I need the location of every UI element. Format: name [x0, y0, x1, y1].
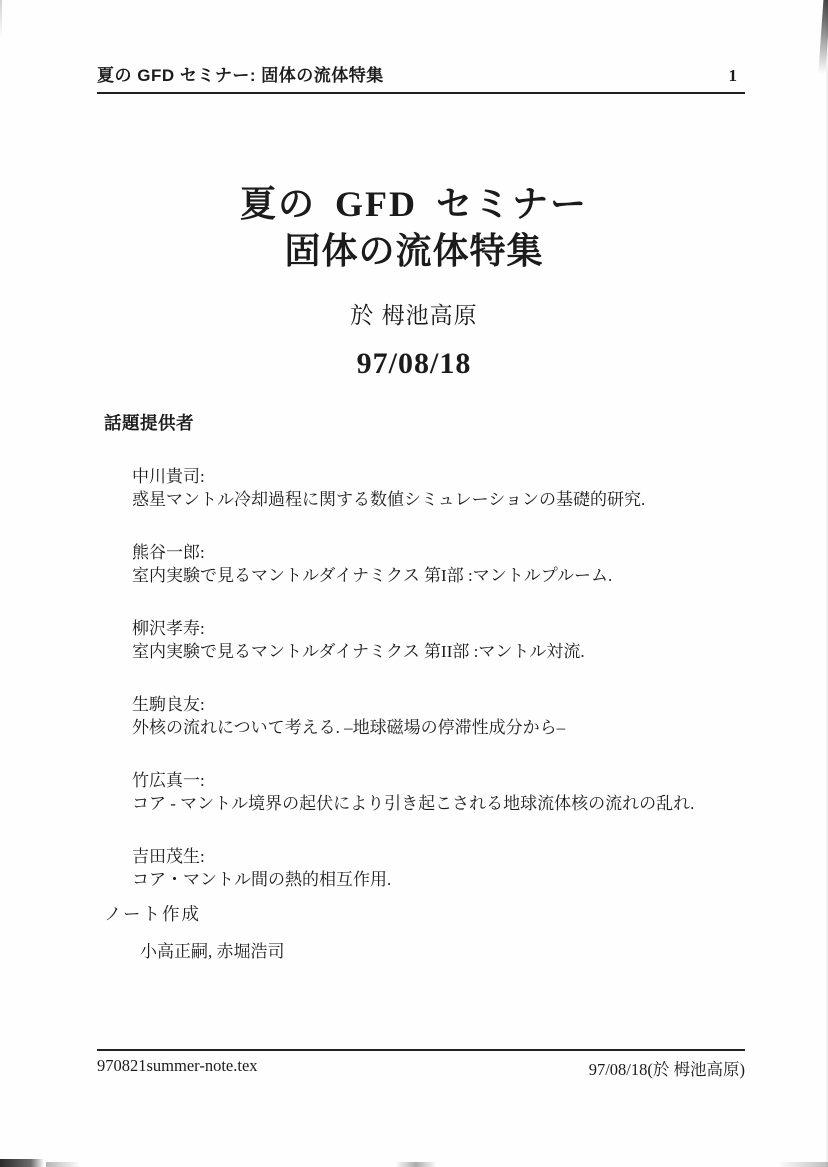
speaker-topic: コア - マントル境界の起伏により引き起こされる地球流体核の流れの乱れ.	[132, 794, 695, 813]
scan-artifact-bottom-center	[395, 1162, 437, 1167]
speakers-heading: 話題提供者	[104, 413, 194, 433]
speaker-entry	[132, 845, 749, 891]
notes-authors: 小高正嗣, 赤堀浩司	[140, 942, 285, 961]
title-block	[90, 182, 738, 381]
speaker-topic: コア・マントル間の熱的相互作用.	[132, 870, 392, 889]
speaker-name: 竹広真一:	[132, 771, 205, 790]
speaker-topic: 惑星マントル冷却過程に関する数値シミュレーションの基礎的研究.	[132, 490, 646, 509]
notes-heading: ノート作成	[104, 904, 201, 924]
speaker-name: 柳沢孝寿:	[132, 619, 205, 638]
speaker-entry	[132, 541, 749, 587]
venue-line: 於 栂池高原	[350, 302, 478, 328]
speaker-topic: 室内実験で見るマントルダイナミクス 第II部 :マントル対流.	[132, 642, 585, 661]
speaker-name: 生駒良友:	[132, 695, 205, 714]
speaker-name: 中川貴司:	[132, 467, 205, 486]
date-line: 97/08/18	[356, 347, 472, 380]
footer-date-venue: 97/08/18(於 栂池高原)	[588, 1060, 745, 1079]
title-jp-pre: 夏の	[239, 183, 328, 224]
speaker-entry	[132, 769, 749, 815]
scan-artifact-bottom-left	[0, 1159, 44, 1167]
title-latin-acronym: GFD	[335, 184, 417, 224]
title-jp-post: セミナー	[424, 183, 589, 224]
speaker-name: 熊谷一郎:	[132, 543, 205, 562]
running-header	[97, 61, 745, 94]
speaker-entry	[132, 693, 749, 739]
scan-artifact-bottom-left-2	[46, 1162, 80, 1167]
page-footer	[97, 1049, 745, 1080]
speaker-topic: 室内実験で見るマントルダイナミクス 第I部 :マントルプルーム.	[132, 566, 613, 585]
speaker-entry	[132, 617, 749, 663]
document-title-line2: 固体の流体特集	[284, 230, 544, 271]
scan-artifact-top-right	[818, 0, 828, 74]
scan-artifact-bottom-right	[778, 1162, 828, 1167]
speaker-topic: 外核の流れについて考える. –地球磁場の停滞性成分から–	[132, 718, 566, 737]
running-header-title: 夏の GFD セミナー: 固体の流体特集	[97, 66, 384, 85]
notes-section	[104, 903, 749, 962]
speaker-entry	[132, 465, 749, 511]
footer-filename: 970821summer-note.tex	[97, 1056, 258, 1075]
speakers-section	[104, 412, 749, 891]
document-title-line1	[90, 182, 738, 226]
scan-artifact-top-left	[0, 0, 2, 38]
page-number: 1	[728, 66, 737, 85]
speaker-name: 吉田茂生:	[132, 847, 205, 866]
